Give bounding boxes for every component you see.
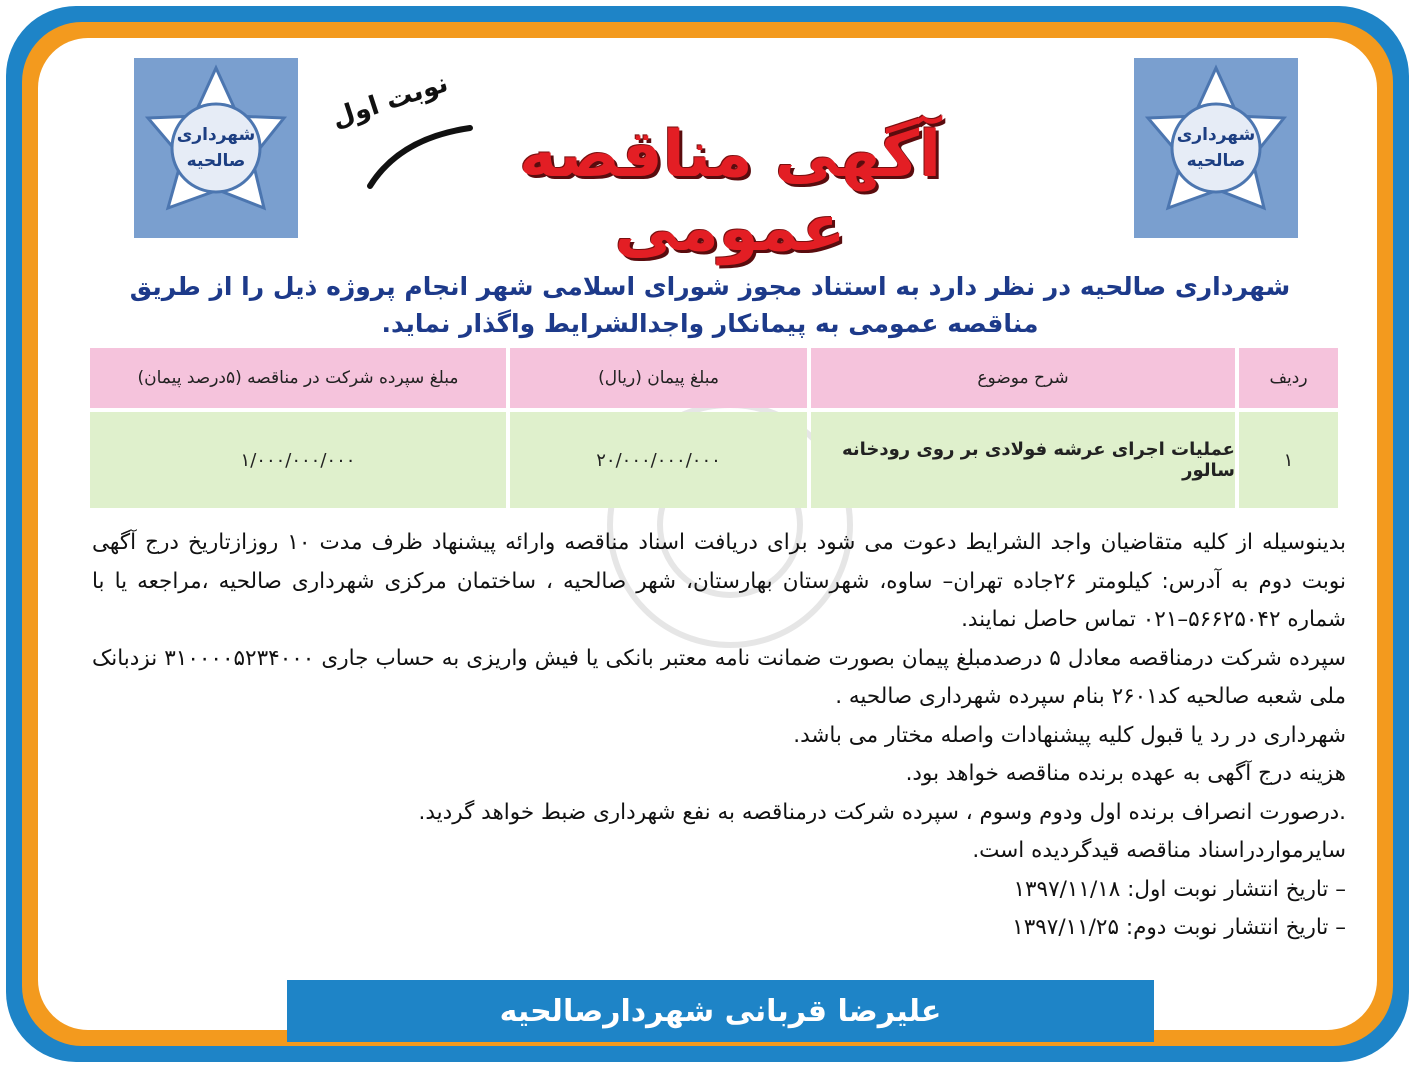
cell-description: عملیات اجرای عرشه فولادی بر روی رودخانه سالور <box>811 412 1235 508</box>
header-contract-amount: مبلغ پیمان (ریال) <box>510 348 807 408</box>
logo-text-line1: شهرداری <box>1176 125 1256 145</box>
logo-text-line1: شهرداری <box>176 125 256 145</box>
first-round-badge: نوبت اول <box>328 68 452 134</box>
table-row <box>90 412 1338 508</box>
municipality-logo-right <box>1134 58 1298 238</box>
header-description: شرح موضوع <box>811 348 1235 408</box>
header-row-number: ردیف <box>1239 348 1338 408</box>
second-publish-date: – تاریخ انتشار نوبت دوم: ۱۳۹۷/۱۱/۲۵ <box>1012 915 1346 940</box>
page-title: آگهی مناقصه عمومی <box>519 118 941 266</box>
mayor-signature: علیرضا قربانی شهردارصالحیه <box>499 993 942 1029</box>
municipality-logo-left <box>134 58 298 238</box>
tender-table <box>90 348 1338 508</box>
cell-row-number: ۱ <box>1239 412 1338 508</box>
deposit-paragraph: سپرده شرکت درمناقصه معادل ۵ درصدمبلغ پیمان بصورت ضمانت نامه معتبر بانکی یا فیش واریزی به حساب جاری ۳۱۰۰۰۰۵۲۳۴۰۰۰ نزدبانک ملی شعبه صالحیه کد۲۶۰۱ بنام سپرده شهرداری صالحیه . <box>92 645 1346 709</box>
forfeit-paragraph: .درصورت انصراف برنده اول ودوم وسوم ، سپرده شرکت درمناقصه به نفع شهرداری ضبط خواهد گردید. <box>418 799 1346 825</box>
cost-paragraph: هزینه درج آگهی به عهده برنده مناقصه خواهد بود. <box>905 761 1346 786</box>
logo-text-line2: صالحیه <box>186 151 246 171</box>
cell-deposit-amount: ۱/۰۰۰/۰۰۰/۰۰۰ <box>90 412 506 508</box>
logo-text-line2: صالحیه <box>1186 151 1246 171</box>
first-publish-date: – تاریخ انتشار نوبت اول: ۱۳۹۷/۱۱/۱۸ <box>1013 876 1346 902</box>
announcement-body <box>92 524 1346 948</box>
rights-paragraph: شهرداری در رد یا قبول کلیه پیشنهادات واصله مختار می باشد. <box>793 722 1346 748</box>
header-deposit-amount: مبلغ سپرده شرکت در مناقصه (۵درصد پیمان) <box>90 348 506 408</box>
invitation-paragraph: بدینوسیله از کلیه متقاضیان واجد الشرایط دعوت می شود برای دریافت اسناد مناقصه وارائه پیشنهاد ظرف مدت ۱۰ روزازتاریخ درج آگهی نوبت دوم به آدرس: کیلومتر ۲۶جاده تهران– ساوه، شهرستان بهارستان، شهر صالحیه ، ساختمان مرکزی شهرداری صالحیه ،مراجعه یا با شماره ۵۶۶۲۵۰۴۲–۰۲۱ تماس حاصل نمایند. <box>92 530 1346 632</box>
cell-contract-amount: ۲۰/۰۰۰/۰۰۰/۰۰۰ <box>510 412 807 508</box>
other-terms-paragraph: سایرمواردراسناد مناقصه قیدگردیده است. <box>972 838 1346 863</box>
table-header-row <box>90 348 1338 408</box>
footer-bar <box>287 980 1154 1042</box>
intro-paragraph: شهرداری صالحیه در نظر دارد به استناد مجوز شورای اسلامی شهر انجام پروژه ذیل را از طریق مناقصه عمومی به پیمانکار واجدالشرایط واگذار نماید. <box>129 272 1291 338</box>
